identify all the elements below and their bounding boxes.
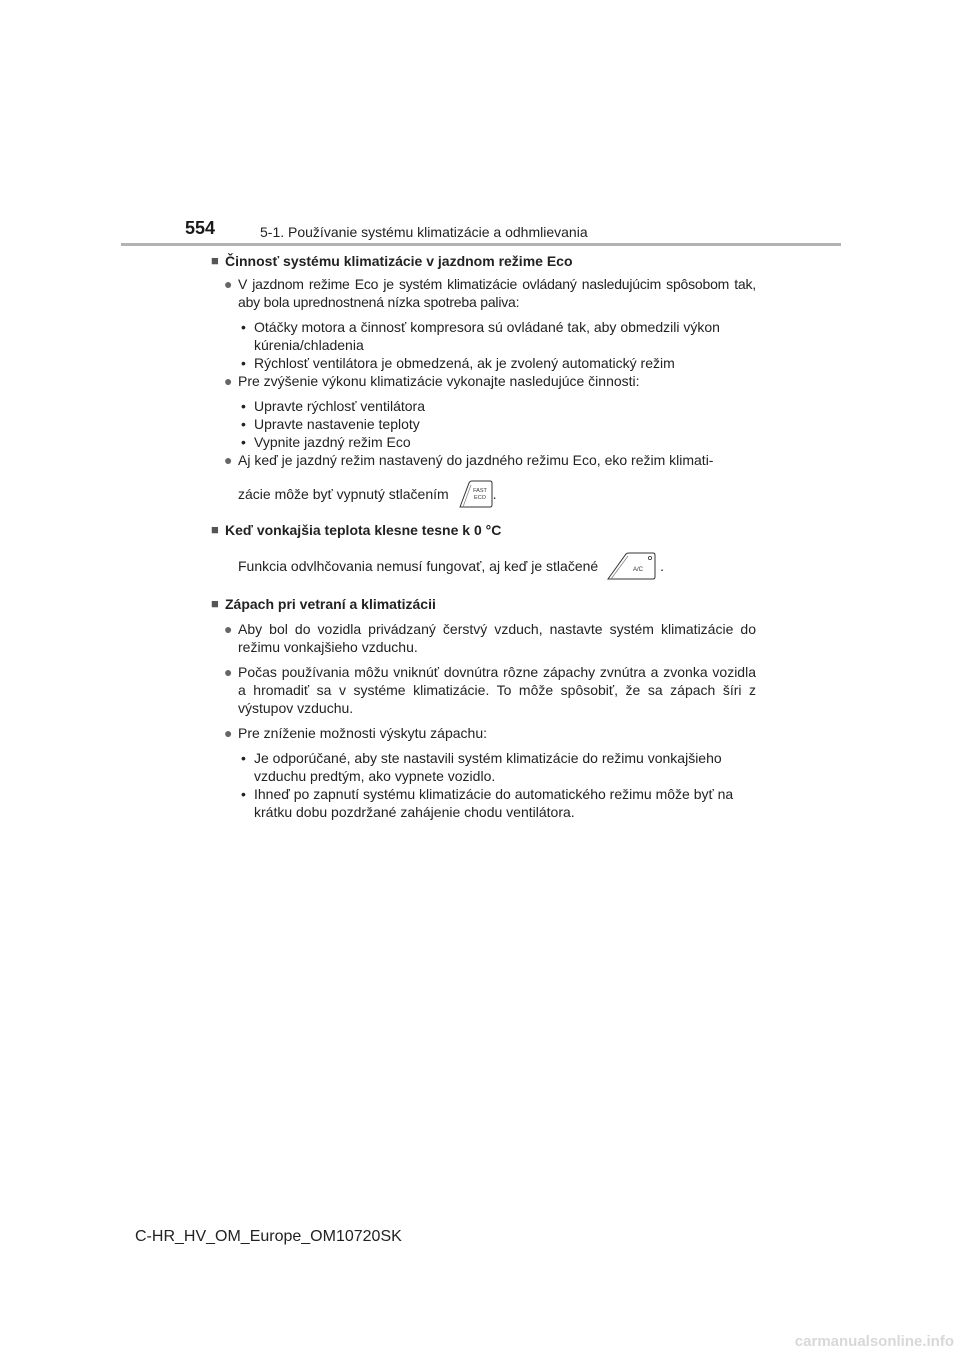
heading-text: Keď vonkajšia teplota klesne tesne k 0 °C bbox=[225, 522, 502, 538]
content bbox=[211, 252, 756, 821]
dot-bullet-icon: ● bbox=[224, 373, 233, 389]
bullet-continuation bbox=[238, 479, 756, 509]
bullet-text: Pre zvýšenie výkonu klimatizácie vykonajte nasledujúce činnosti: bbox=[238, 373, 640, 389]
sub-bullet-text: Upravte nastavenie teploty bbox=[254, 416, 420, 432]
sub-bullet-icon: • bbox=[241, 434, 246, 450]
list-item bbox=[224, 620, 756, 656]
dot-bullet-icon: ● bbox=[224, 276, 233, 292]
heading-text: Činnosť systému klimatizácie v jazdnom režime Eco bbox=[225, 253, 573, 269]
bullet-text-cont: zácie môže byť vypnutý stlačením bbox=[238, 486, 449, 502]
sub-bullet-text: Vypnite jazdný režim Eco bbox=[254, 434, 411, 450]
header-rule bbox=[121, 243, 841, 246]
sub-bullet-text: Rýchlosť ventilátora je obmedzená, ak je zvolený automatický režim bbox=[254, 355, 675, 371]
footer-doc-id: C-HR_HV_OM_Europe_OM10720SK bbox=[135, 1228, 402, 1245]
sub-list-item bbox=[241, 415, 756, 433]
sub-bullet-icon: • bbox=[241, 416, 246, 432]
bullet-text: Počas používania môžu vniknúť dovnútra rôzne zápachy zvnútra a zvonka vozidla a hromadiť sa v systéme klimatizácie. To môže spôsobiť, že sa zápach šíri z výstupov vzduchu. bbox=[238, 664, 756, 716]
fast-eco-label-1: FAST bbox=[472, 488, 487, 494]
sub-bullet-icon: • bbox=[241, 750, 246, 766]
sub-bullet-text: Otáčky motora a činnosť kompresora sú ovládané tak, aby obmedzili výkon kúrenia/chladenia bbox=[254, 319, 720, 353]
list-item bbox=[224, 372, 756, 390]
sub-list-item bbox=[241, 397, 756, 415]
dot-bullet-icon: ● bbox=[224, 725, 233, 741]
fast-eco-label-2: ECO bbox=[473, 495, 486, 501]
bullet-text: V jazdnom režime Eco je systém klimatizácie ovládaný nasledujúcim spôsobom tak, aby bola uprednostnená nízka spotreba paliva: bbox=[238, 276, 756, 310]
bullet-text: Pre zníženie možnosti výskytu zápachu: bbox=[238, 725, 488, 741]
list-item bbox=[224, 275, 756, 311]
list-item bbox=[224, 663, 756, 717]
sub-list-item bbox=[241, 433, 756, 451]
sub-list-item bbox=[241, 749, 756, 785]
dot-bullet-icon: ● bbox=[224, 621, 233, 637]
page-number: 554 bbox=[185, 218, 216, 238]
sub-list-item bbox=[241, 318, 756, 354]
section-heading bbox=[211, 595, 756, 613]
paragraph bbox=[238, 551, 756, 581]
fast-eco-button-icon bbox=[457, 480, 493, 508]
watermark-text: carmanualsonline.info bbox=[794, 1333, 954, 1350]
bullet-text-end: . bbox=[492, 486, 497, 502]
watermark-logo bbox=[756, 1330, 956, 1352]
dot-bullet-icon: ● bbox=[224, 452, 233, 468]
square-bullet-icon: ■ bbox=[211, 522, 219, 537]
sub-bullet-icon: • bbox=[241, 319, 246, 335]
bullet-text: Aby bol do vozidla privádzaný čerstvý vzduch, nastavte systém klimatizácie do režimu vonkajšieho vzduchu. bbox=[238, 621, 756, 655]
sub-bullet-text: Ihneď po zapnutí systému klimatizácie do automatického režimu môže byť na krátku dobu pozdržané zahájenie chodu ventilátora. bbox=[254, 786, 734, 820]
list-item bbox=[224, 451, 756, 469]
sub-bullet-icon: • bbox=[241, 398, 246, 414]
dot-bullet-icon: ● bbox=[224, 664, 233, 680]
sub-bullet-icon: • bbox=[241, 355, 246, 371]
sub-list-item bbox=[241, 785, 756, 821]
heading-text: Zápach pri vetraní a klimatizácii bbox=[225, 596, 436, 612]
section-heading bbox=[211, 252, 756, 270]
ac-button-icon bbox=[606, 552, 656, 580]
ac-label: A/C bbox=[633, 567, 644, 573]
sub-list-item bbox=[241, 354, 756, 372]
list-item bbox=[224, 724, 756, 742]
square-bullet-icon: ■ bbox=[211, 253, 219, 268]
section-title: 5-1. Používanie systému klimatizácie a odhmlievania bbox=[260, 224, 588, 240]
paragraph-text: Funkcia odvlhčovania nemusí fungovať, aj keď je stlačené bbox=[238, 558, 599, 574]
sub-bullet-icon: • bbox=[241, 786, 246, 802]
sub-bullet-text: Je odporúčané, aby ste nastavili systém klimatizácie do režimu vonkajšieho vzduchu predtým, ako vypnete vozidlo. bbox=[254, 750, 722, 784]
section-heading bbox=[211, 521, 756, 539]
paragraph-text-end: . bbox=[660, 558, 665, 574]
square-bullet-icon: ■ bbox=[211, 596, 219, 611]
bullet-text: Aj keď je jazdný režim nastavený do jazdného režimu Eco, eko režim klimati- bbox=[238, 452, 714, 468]
sub-bullet-text: Upravte rýchlosť ventilátora bbox=[254, 398, 425, 414]
